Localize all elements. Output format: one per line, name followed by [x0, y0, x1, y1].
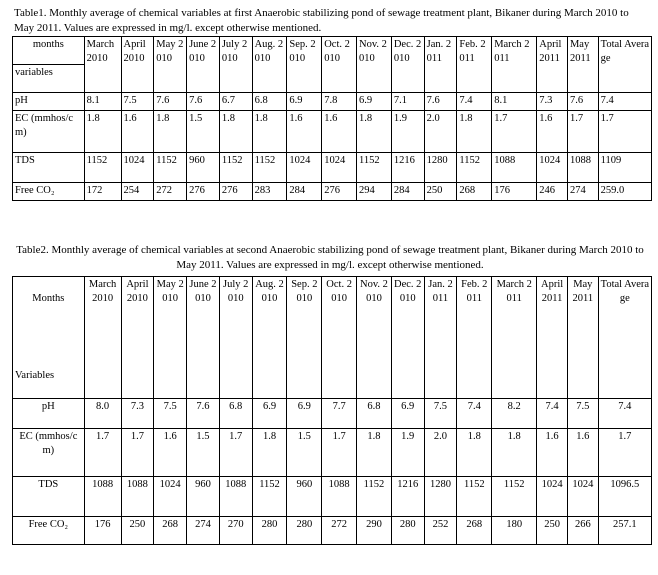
table1-header-cell: Sep. 2010 [287, 37, 322, 93]
table1-cell: 294 [357, 183, 392, 201]
table2-cell: 1.5 [287, 429, 322, 477]
table2-cell: 280 [252, 517, 287, 545]
table1-cell: 1024 [322, 153, 357, 183]
table1-header-cell: April 2010 [121, 37, 154, 93]
table1-header-cell: Feb. 2011 [457, 37, 492, 93]
table1-cell: 272 [154, 183, 187, 201]
table1-cell: 7.6 [154, 93, 187, 111]
table2-cell: 1024 [154, 477, 187, 517]
table2-header-cell: May 2010 [154, 277, 187, 399]
table1-cell: 7.6 [567, 93, 598, 111]
table2-header-cell: Nov. 2010 [357, 277, 392, 399]
table1-header-cell: April 2011 [537, 37, 568, 93]
table2-cell: 960 [287, 477, 322, 517]
table2-row-tds [13, 477, 652, 517]
table1-row-label: EC (mmhos/cm) [13, 111, 85, 153]
table1-cell: 1.8 [252, 111, 287, 153]
table1-cell: 250 [424, 183, 457, 201]
table2-cell: 1.6 [537, 429, 568, 477]
table1-cell: 284 [391, 183, 424, 201]
table1-cell: 1.9 [391, 111, 424, 153]
table2-cell: 1.7 [219, 429, 252, 477]
table2-cell: 1280 [424, 477, 457, 517]
table2-cell: 1.8 [357, 429, 392, 477]
table1-row-label: Free CO₂ [13, 183, 85, 201]
table2-cell: 7.7 [322, 399, 357, 429]
table2-header-cell: March 2011 [492, 277, 537, 399]
table2-cell: 270 [219, 517, 252, 545]
table2 [12, 276, 652, 545]
table1-cell: 6.9 [287, 93, 322, 111]
table2-cell: 1152 [357, 477, 392, 517]
table2-header-cell: April 2010 [121, 277, 154, 399]
table1-header-cell: May 2010 [154, 37, 187, 93]
table1-cell: 1.8 [357, 111, 392, 153]
table1-cell: 7.4 [598, 93, 651, 111]
table1-cell: 1.8 [84, 111, 121, 153]
table2-header-cell: April 2011 [537, 277, 568, 399]
table2-row-label: pH [13, 399, 85, 429]
table2-cell: 1152 [457, 477, 492, 517]
table2-row-label: EC (mmhos/cm) [13, 429, 85, 477]
table1-cell: 8.1 [492, 93, 537, 111]
table2-cell: 176 [84, 517, 121, 545]
table1-cell: 276 [322, 183, 357, 201]
table1-cell: 246 [537, 183, 568, 201]
table2-cell: 1.6 [154, 429, 187, 477]
table1-cell: 1.7 [567, 111, 598, 153]
table2-cell: 6.9 [287, 399, 322, 429]
table2-header-cell: May 2011 [567, 277, 598, 399]
table1-cell: 1216 [391, 153, 424, 183]
table2-cell: 8.0 [84, 399, 121, 429]
table1-cell: 7.8 [322, 93, 357, 111]
table1-cell: 1.6 [121, 111, 154, 153]
table2-cell: 1.7 [598, 429, 651, 477]
table1-header-cell: Jan. 2011 [424, 37, 457, 93]
table1-cell: 7.3 [537, 93, 568, 111]
table2-cell: 266 [567, 517, 598, 545]
table2-cell: 280 [391, 517, 424, 545]
table1-cell: 7.6 [187, 93, 220, 111]
table1-header-cell: June 2010 [187, 37, 220, 93]
table2-cell: 1.7 [121, 429, 154, 477]
table2-cell: 1088 [121, 477, 154, 517]
table1-header-cell: Total Average [598, 37, 651, 93]
table2-cell: 8.2 [492, 399, 537, 429]
table1-corner-bottom: variables [15, 67, 53, 78]
table1-row-label: pH [13, 93, 85, 111]
table1-row-tds [13, 153, 652, 183]
table2-cell: 7.5 [154, 399, 187, 429]
table2-cell: 252 [424, 517, 457, 545]
table2-header-cell: June 2010 [187, 277, 220, 399]
table2-cell: 7.5 [567, 399, 598, 429]
table2-cell: 272 [322, 517, 357, 545]
table2-row-label: Free CO₂ [13, 517, 85, 545]
table1-cell: 1109 [598, 153, 651, 183]
table1-row-ec [13, 111, 652, 153]
table1-cell: 1.5 [187, 111, 220, 153]
table2-header-cell: March 2010 [84, 277, 121, 399]
table2-header-cell: Oct. 2010 [322, 277, 357, 399]
table1-cell: 7.5 [121, 93, 154, 111]
table1-cell: 8.1 [84, 93, 121, 111]
table1-cell: 6.8 [252, 93, 287, 111]
table2-cell: 6.8 [219, 399, 252, 429]
table1-cell: 176 [492, 183, 537, 201]
table2-row-label: TDS [13, 477, 85, 517]
table1-row-ph [13, 93, 652, 111]
table2-header-cell: July 2010 [219, 277, 252, 399]
table1-cell: 1024 [121, 153, 154, 183]
table2-caption: Table2. Monthly average of chemical variables at second Anaerobic stabilizing pond of sewage treatment plant, Bikaner during March 2010 to May 2011. Values are expressed in mg/l. except otherwise mentioned. [16, 244, 644, 271]
table2-row-ph [13, 399, 652, 429]
table2-corner-cell [13, 277, 85, 399]
table2-header-cell: Total Average [598, 277, 651, 399]
table1-header-row [13, 37, 652, 93]
table1-header-cell: March 2010 [84, 37, 121, 93]
table2-cell: 268 [154, 517, 187, 545]
table2-header-row [13, 277, 652, 399]
table1 [12, 36, 652, 201]
table2-cell: 6.9 [252, 399, 287, 429]
table2-cell: 180 [492, 517, 537, 545]
table1-header-cell: Nov. 2010 [357, 37, 392, 93]
table1-cell: 6.9 [357, 93, 392, 111]
table1-cell: 1152 [154, 153, 187, 183]
table2-header-cell: Jan. 2011 [424, 277, 457, 399]
table1-header-cell: May 2011 [567, 37, 598, 93]
table2-cell: 1.6 [567, 429, 598, 477]
table2-cell: 2.0 [424, 429, 457, 477]
table1-cell: 1.6 [287, 111, 322, 153]
table2-cell: 250 [121, 517, 154, 545]
table1-cell: 172 [84, 183, 121, 201]
table1-cell: 2.0 [424, 111, 457, 153]
table2-cell: 6.9 [391, 399, 424, 429]
table1-cell: 1088 [567, 153, 598, 183]
table1-cell: 1152 [457, 153, 492, 183]
table2-cell: 250 [537, 517, 568, 545]
table2-cell: 7.4 [537, 399, 568, 429]
table1-cell: 7.1 [391, 93, 424, 111]
table2-cell: 7.5 [424, 399, 457, 429]
table2-cell: 280 [287, 517, 322, 545]
table2-corner-bottom: Variables [15, 370, 55, 381]
table2-cell: 1.8 [492, 429, 537, 477]
table1-cell: 1152 [84, 153, 121, 183]
table2-cell: 7.6 [187, 399, 220, 429]
table2-corner-top: Months [32, 293, 65, 304]
table2-cell: 1.7 [84, 429, 121, 477]
table2-cell: 7.3 [121, 399, 154, 429]
table2-cell: 1216 [391, 477, 424, 517]
table1-cell: 1152 [219, 153, 252, 183]
table1-cell: 1.6 [537, 111, 568, 153]
table2-cell: 290 [357, 517, 392, 545]
table1-row-label: TDS [13, 153, 85, 183]
table1-cell: 274 [567, 183, 598, 201]
table1-cell: 1.8 [457, 111, 492, 153]
table1-cell: 1024 [537, 153, 568, 183]
table1-row-free-co2 [13, 183, 652, 201]
table2-cell: 1088 [322, 477, 357, 517]
table1-caption: Table1. Monthly average of chemical variables at first Anaerobic stabilizing pond of sewage treatment plant, Bikaner during March 2010 to May 2011. Values are expressed in mg/l. except otherwise mentioned. [14, 7, 629, 34]
table1-cell: 1152 [357, 153, 392, 183]
table2-header-cell: Dec. 2010 [391, 277, 424, 399]
table1-cell: 1152 [252, 153, 287, 183]
table1-header-cell: Aug. 2010 [252, 37, 287, 93]
table1-header-cell: July 2010 [219, 37, 252, 93]
table1-cell: 254 [121, 183, 154, 201]
table1-cell: 1.7 [492, 111, 537, 153]
table2-cell: 7.4 [598, 399, 651, 429]
table2-cell: 268 [457, 517, 492, 545]
table2-cell: 1.8 [457, 429, 492, 477]
table2-cell: 1088 [84, 477, 121, 517]
table1-header-cell: March 2011 [492, 37, 537, 93]
table1-cell: 1088 [492, 153, 537, 183]
table2-cell: 1.5 [187, 429, 220, 477]
table1-cell: 1280 [424, 153, 457, 183]
table2-cell: 1096.5 [598, 477, 651, 517]
table1-header-cell: Oct. 2010 [322, 37, 357, 93]
table2-cell: 1152 [252, 477, 287, 517]
table2-cell: 6.8 [357, 399, 392, 429]
table2-cell: 257.1 [598, 517, 651, 545]
table2-cell: 1024 [537, 477, 568, 517]
table1-cell: 283 [252, 183, 287, 201]
table2-row-ec [13, 429, 652, 477]
table2-cell: 1.8 [252, 429, 287, 477]
table1-cell: 268 [457, 183, 492, 201]
table1-cell: 7.6 [424, 93, 457, 111]
table2-cell: 1088 [219, 477, 252, 517]
table1-cell: 1.6 [322, 111, 357, 153]
table1-cell: 1.8 [219, 111, 252, 153]
table2-header-cell: Feb. 2011 [457, 277, 492, 399]
table1-cell: 1024 [287, 153, 322, 183]
table1-cell: 960 [187, 153, 220, 183]
table2-header-cell: Sep. 2010 [287, 277, 322, 399]
table2-cell: 7.4 [457, 399, 492, 429]
table1-cell: 7.4 [457, 93, 492, 111]
table2-cell: 274 [187, 517, 220, 545]
table2-cell: 1152 [492, 477, 537, 517]
table2-cell: 1.9 [391, 429, 424, 477]
table2-header-cell: Aug. 2010 [252, 277, 287, 399]
table1-cell: 276 [187, 183, 220, 201]
table2-cell: 1.7 [322, 429, 357, 477]
table1-cell: 1.7 [598, 111, 651, 153]
table1-cell: 284 [287, 183, 322, 201]
table2-row-free-co2 [13, 517, 652, 545]
table1-cell: 1.8 [154, 111, 187, 153]
table1-corner-cell [13, 37, 85, 93]
table1-corner-top: months [32, 39, 64, 50]
table2-cell: 960 [187, 477, 220, 517]
table1-cell: 259.0 [598, 183, 651, 201]
table1-header-cell: Dec. 2010 [391, 37, 424, 93]
table1-cell: 276 [219, 183, 252, 201]
table1-cell: 6.7 [219, 93, 252, 111]
table2-cell: 1024 [567, 477, 598, 517]
